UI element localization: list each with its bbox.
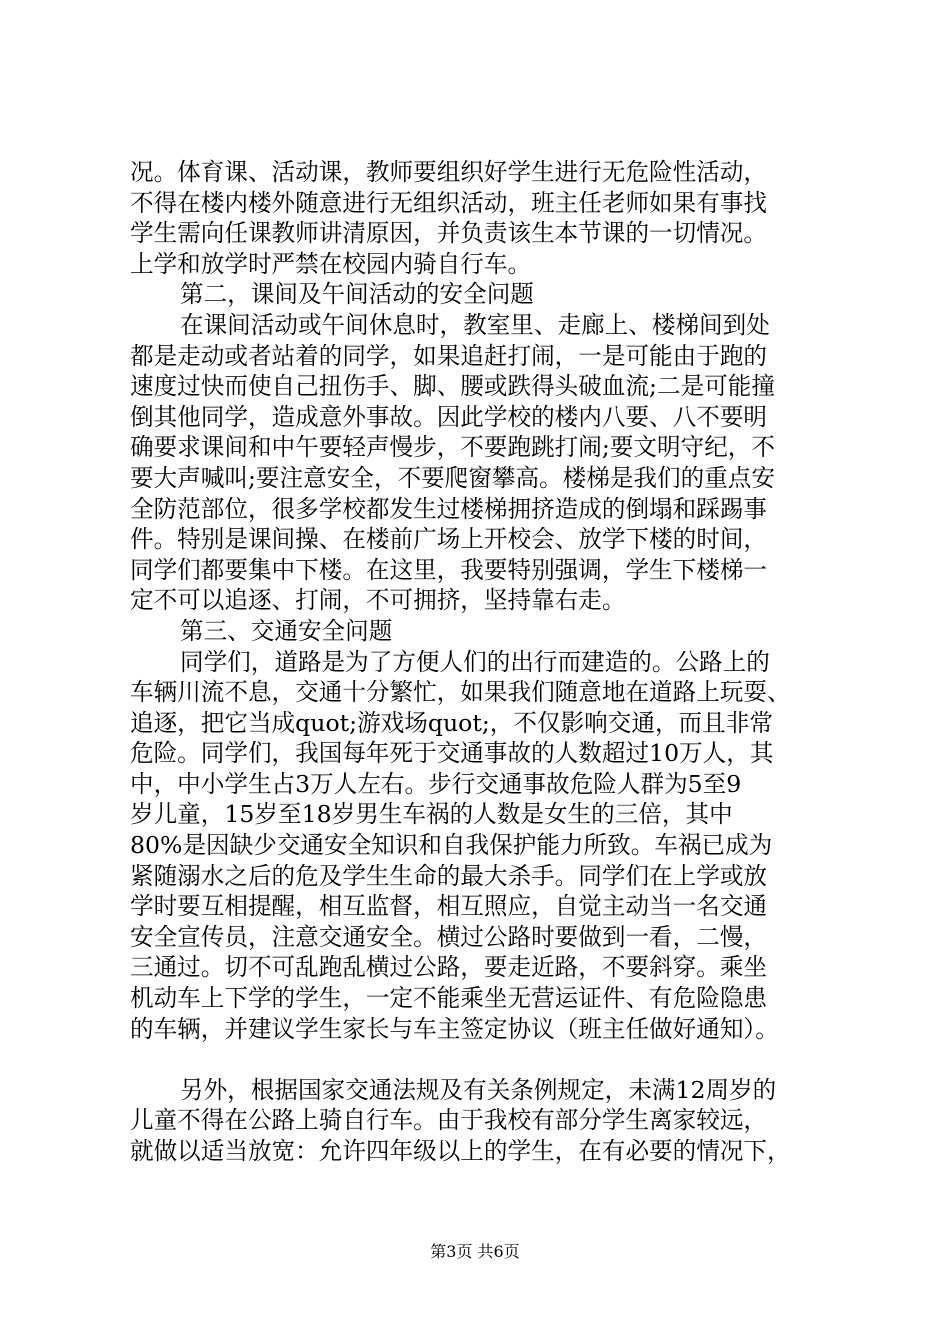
- text-line: 都是走动或者站着的同学，如果追赶打闹，一是可能由于跑的: [130, 341, 768, 370]
- text-line: 三通过。切不可乱跑乱横过公路，要走近路，不要斜穿。乘坐: [130, 953, 768, 982]
- blank-line: [130, 1044, 830, 1075]
- text-line: 在课间活动或午间休息时，教室里、走廊上、楼梯间到处: [180, 310, 770, 339]
- text-line: 学生需向任课教师讲清原因，并负责该生本节课的一切情况。: [130, 219, 768, 248]
- page-number-footer: 第3页 共6页: [430, 1242, 520, 1261]
- text-line: 另外，根据国家交通法规及有关条例规定，未满12周岁的: [180, 1075, 777, 1104]
- text-line: 车辆川流不息，交通十分繁忙，如果我们随意地在道路上玩耍、: [130, 678, 791, 707]
- text-line: 全防范部位，很多学校都发生过楼梯拥挤造成的倒塌和踩踢事: [130, 494, 768, 523]
- text-line: 件。特别是课间操、在楼前广场上开校会、放学下楼的时间，: [130, 525, 768, 554]
- text-line: 要大声喊叫;要注意安全，不要爬窗攀高。楼梯是我们的重点安: [130, 463, 775, 492]
- text-line: 岁儿童，15岁至18岁男生车祸的人数是女生的三倍，其中: [130, 800, 733, 829]
- text-line: 不得在楼内楼外随意进行无组织活动，班主任老师如果有事找: [130, 188, 768, 217]
- text-line: 倒其他同学，造成意外事故。因此学校的楼内八要、八不要明: [130, 402, 768, 431]
- document-body: [130, 157, 830, 1167]
- text-line: 的车辆，并建议学生家长与车主签定协议（班主任做好通知）。: [130, 1014, 779, 1043]
- text-line: 第二，课间及午间活动的安全问题: [180, 280, 534, 309]
- text-line: 速度过快而使自己扭伤手、脚、腰或跌得头破血流;二是可能撞: [130, 372, 775, 401]
- text-line: 追逐，把它当成quot;游戏场quot;，不仅影响交通，而且非常: [130, 708, 773, 737]
- text-line: 危险。同学们，我国每年死于交通事故的人数超过10万人，其: [130, 739, 774, 768]
- text-line: 上学和放学时严禁在校园内骑自行车。: [130, 249, 532, 278]
- text-line: 第三、交通安全问题: [180, 616, 393, 645]
- text-line: 就做以适当放宽：允许四年级以上的学生，在有必要的情况下，: [130, 1137, 791, 1165]
- text-line: 紧随溺水之后的危及学生生命的最大杀手。同学们在上学或放: [130, 861, 768, 890]
- text-line: 定不可以追逐、打闹，不可拥挤，坚持靠右走。: [130, 586, 626, 615]
- text-line: 确要求课间和中午要轻声慢步，不要跑跳打闹;要文明守纪，不: [130, 433, 775, 462]
- text-line: 儿童不得在公路上骑自行车。由于我校有部分学生离家较远，: [130, 1106, 768, 1135]
- text-line: 机动车上下学的学生，一定不能乘坐无营运证件、有危险隐患: [130, 984, 768, 1013]
- text-line: 中，中小学生占3万人左右。步行交通事故危险人群为5至9: [130, 769, 742, 798]
- text-line: 80%是因缺少交通安全知识和自我保护能力所致。车祸已成为: [130, 831, 773, 860]
- text-line: 况。体育课、活动课，教师要组织好学生进行无危险性活动，: [130, 158, 768, 186]
- text-line: 同学们，道路是为了方便人们的出行而建造的。公路上的: [180, 647, 770, 676]
- text-line: 同学们都要集中下楼。在这里，我要特别强调，学生下楼梯一: [130, 555, 768, 584]
- text-line: 学时要互相提醒，相互监督，相互照应，自觉主动当一名交通: [130, 892, 768, 921]
- text-line: 安全宣传员，注意交通安全。横过公路时要做到一看，二慢，: [130, 922, 768, 951]
